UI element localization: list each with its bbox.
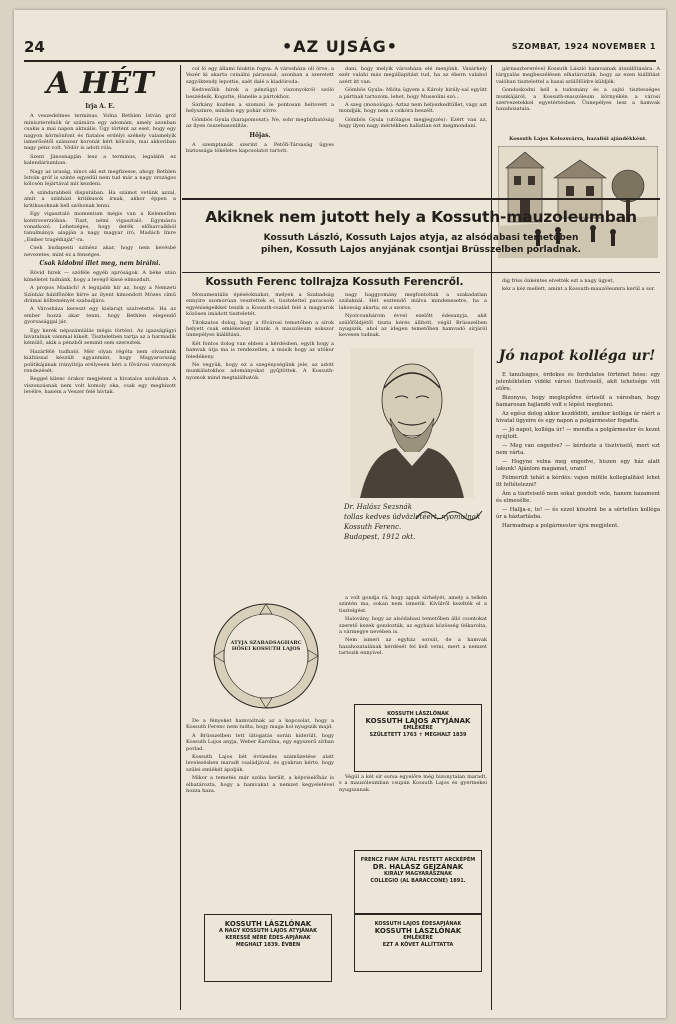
paragraph: Végül a két sír sorsa egyelőre még bizonytalan maradt, s a mauzóleumban csupán Kossuth Lajos és gyermekei nyugszanak. <box>339 774 487 793</box>
memorial-plaque-4 <box>354 914 482 972</box>
paragraph: Rövid hirek — szóféle egyéb apróságok. A béke után kíméletet tudnánk, hogy a levegő kissé elmozdult. <box>24 270 176 283</box>
article-column-a <box>186 292 334 467</box>
paragraph: gárnasztererével Kossuth László hamvainak átszállítására. A tárgyalás megbeszélésen elhatározták, hogy az ezen kiállítást valóban tisztelettel a hazai szülőföldre küldjék. <box>496 66 660 85</box>
pull-quote: Csak kidobni illet meg, nem birálni. <box>39 259 161 267</box>
signature: Hőjas. <box>249 131 271 139</box>
caption-line: dig friss önkéntes elvették ezt a nagy ügyet, <box>502 278 615 284</box>
paragraph: Gondoskodni kell a tudomány és a sajtó tisztességes munkájáról, a Kossuth-mauzóleum környékén a városi szervezetekkel egyetértésben. Ünnepélyes lesz a hamvak hazahozatala. <box>496 87 660 113</box>
plaque-line: DR. HALÁSZ GEJZÁNAK <box>372 863 464 871</box>
newspaper-page <box>14 10 666 1018</box>
paragraph: — Hallja-e, te! — és ezzel köszönt be a sértetlen kolléga úr a háztartásba. <box>496 507 660 520</box>
paragraph: Reggel kilenc órakor megjelent a hivatalos szobában. A viszonzásnak nem volt komoly oka, csak egy megbízott levélre, hanem a Veszer felé hívtak. <box>24 376 176 396</box>
banner-subline-2: pihen, Kossuth Lajos anyjának csontjai Brüsszelben porladnak. <box>260 245 582 255</box>
paragraph: Két fontos dolog van ebben a kérdésben, egyik hogy a hamvak útja ma is rendezetlen, a másik hogy az utókor feledékeny. <box>186 340 334 360</box>
memorial-plaque-3 <box>204 914 332 982</box>
paragraph: Szent Jánosnapján lesz a terminus, legalább ez kalendáriumban. <box>24 153 176 167</box>
paper-date: SZOMBAT, 1924 NOVEMBER 1 <box>511 42 656 51</box>
paragraph: A szindarabbeli disputában. Ha számot vetünk azzal, amit a színházi kritikusok írnak, akkor éppen a kritikusoknak kell szóbonak lenni. <box>24 189 176 209</box>
paragraph: Cseh budapesti szinész akar, hogy nem kevésbé nevezetes, mint ez a fenséges. <box>24 245 176 258</box>
memorial-plaque-2 <box>354 850 482 914</box>
paragraph: Egy kerek népszámlálás mégis történt. Az igazságügyi hivatalnak vámmal kikelt. Tiszteletben tartja az a harmadik kémülő, akik a pénzből semmit sem szereztek. <box>24 327 176 347</box>
far-right-caption <box>496 278 660 342</box>
column-title: A HÉT <box>46 66 154 101</box>
paragraph: Az egész dolog akkor kezdődött, amikor kolléga úr ráért a hivatal ügyeire és egy napon a polgármester fogadta. <box>496 411 660 424</box>
plaque-line: KOSSUTH LÁSZLÓNAK <box>374 927 462 935</box>
paragraph: col ló egy állami hiuktin fogva. A városháza oll örve, a Vezér ki akarta csinálni párasszal, azonban a szeretett szgyöktendy lepottie, saét dalé a kiadóiroda. <box>186 66 334 85</box>
kossuth-ferenc-portrait <box>350 348 474 498</box>
paragraph: Bizonyos, hogy meglepődve értesül a városban, hogy hamarosan hajlandó volt e lépést megtenni. <box>496 395 660 408</box>
paragraph: Nagy az uraság, nincs aki ezt megfizesse, ahogy Bethlen István gróf is szinte egyedül nem tud már a nagy országos kölcsön lejártával mit kezdeni. <box>24 168 176 188</box>
caption-line: kéz a kéz mellett, amint a Kossuth-mauzóleumra kerül a sor. <box>502 286 656 293</box>
paragraph: Gömbös Gyula (utólagos megjegyzés): Ezért van az, hogy ilyen nagy mértékben hallatlan ezt megmondani. <box>339 116 487 130</box>
paragraph: Kossuth Lajos hét évtizedes száműzetése alatt levelezésben maradt családjával, és gyakran kérte, hogy szülei emlékét ápolják. <box>186 754 334 773</box>
paragraph: Nem ismeri az egyház sorsát, de a hamvak hazahozatalának kérdését fel kell vetni, mert a nemzet tartozik ennyivel. <box>339 637 487 657</box>
paragraph: Hazárfélé tudható. Mér olyan régóta nem olvastunk kiáltással készült ugyanmint, hogy Magyarország politikájának irányítója erélyesen kéri a fővárosi viszonyok rendezését. <box>24 348 176 375</box>
paragraph: A Brüsszelben tett látogatás során kiderült, hogy Kossuth Lajos anyja, Weber Karolina, egy egyszerű sírban porlad. <box>186 732 334 752</box>
banner-headline: Akiknek nem jutott hely a Kossuth-mauzoleumban <box>205 208 637 226</box>
letter-body: tollas kedves üdvözletéért, nyomulnak Kossuth Ferenc. <box>344 513 481 531</box>
letter-salutation: Dr. Halász Sezsnák <box>344 503 412 511</box>
plaque-line: KOSSUTH LÁSZLÓNAK <box>387 711 449 717</box>
paragraph: Nyolcvanhárom évvel ezelőtt édesanyja, akit szülőföldjétől tiszta kérés állított, végül Brüsszelben nyugszik, ahol az idegen temetőben hamvadó sírjáról kevesen tudnak. <box>339 313 487 339</box>
paper-title: •AZ UJSÁG• <box>282 37 398 56</box>
cartoon-caption-text: Kossuth Lajos Kolozsvárra, hazafiúi ajándékként. <box>509 136 647 142</box>
byline: Irja A. E. <box>85 103 115 110</box>
cartoon-caption <box>496 136 660 144</box>
paragraph: De a fényeket hamvaitnak az a kopcsolat, hogy a Kossuth Ferenc nem tudta, hogy maga hol nyugszik majd. <box>186 718 334 731</box>
plaque-line: EMLÉKÉRE <box>403 935 433 941</box>
plaque-line: MEGHALT 1839. ÉVBEN <box>235 942 301 948</box>
banner-headline-block <box>182 198 660 273</box>
emblem-text <box>230 640 302 674</box>
paragraph: A propos Madách! A legújabb hír az, hogy a Nemzeti Színház házifőnöke hírre az ilyent kimondott Mózes című drámai költeményét szabadjára. <box>24 285 176 304</box>
paragraph: A szeg (monológa): Aztaz nem helyezkedtüllet, vagy azt mondják, hogy nem a csikóra beszélt. <box>339 102 487 115</box>
letter-date: Budapest, 1912 okt. <box>344 533 416 541</box>
article-column-d <box>186 718 334 848</box>
column-rule <box>180 65 181 1010</box>
paragraph: A veszedelmes terminus. Volna Bethlen István gróf miniszterelnök úr számára egy adomám, amely azonban csakis a mai napon aktuális. Úgy történt az eset, hogy egy nagyon körmönfont és fiatalos erdélyi székely valamelyik ismerősétől szánzesr koronát kért kölcsön, mai akkoriban nagy pénz volt. Vödör is adott róla. <box>24 113 176 152</box>
paragraph: A Városháza kereszt egy kislarajt szalvetette. Ha az ember hozzá akar tenni, hogy Bethlen elegendő gyorsasággal jár. <box>24 306 176 326</box>
paragraph: Titokzatos dolog, hogy a fővárosi temetőben a sírok helyett csak emlékezést látunk. A mauzóleum sokszor ünnepélyes kiállítású. <box>186 319 334 339</box>
paragraph: Felmerült tehát a kérdés: vajon miféle kollegialitást lehet itt feltételezni? <box>496 475 660 488</box>
masthead <box>24 34 656 62</box>
plaque-line: KOSSUTH LAJOS ATYJÁNAK <box>365 717 471 725</box>
plaque-line: A NAGY KOSSUTH LAJOS ATYJÁNAK <box>219 928 317 934</box>
page-number: 24 <box>24 38 45 56</box>
right-top-column <box>339 66 487 194</box>
paragraph: dani, hogy melyik városháza elé menjünk. Vásárhely ezér valahi más megállapítást tud, ha az ébern valahol azért itt van. <box>339 66 487 85</box>
paragraph: — Meg van engedve? — kérdezte a tisztviselő, mert ezt nem várta. <box>496 443 660 456</box>
paragraph: E tanulságos, érdekes és fordulatos történet hőse: egy jelentéktelen vidéki városi tisztviselő, akit tehetsége vitt előre. <box>496 372 660 392</box>
paragraph: Kedvezőbb hírek a pénzügyi viszonyokról szóló beszédeik, Kogutte, Hanelle a pártokhoz. <box>186 87 334 100</box>
feuilleton-column <box>496 372 660 1012</box>
paragraph: Gömbös Gyula (harapomoszt): Ne, sohr megbízhatóság az ilyen összehasonlítás. <box>186 116 334 130</box>
article-column-c <box>339 595 487 699</box>
article-column-b <box>339 292 487 346</box>
paragraph: a volt gondja rá, hogy apjuk sírhelyét, amely a telkén szintén ma, sokan nem ismerik. Kívülről kezdték el a tisztelgést. <box>339 595 487 614</box>
plaque-line: EMLÉKÉRE <box>403 725 433 731</box>
left-column <box>24 66 176 1011</box>
paragraph: Ám a tisztviselő nem sokat gondolt vele, hanem hazament és elmesélte. <box>496 491 660 504</box>
plaque-line: SZÜLETETT 1763 ✝ MEGHALT 1839 <box>369 732 467 738</box>
mid-top-column <box>186 66 334 194</box>
paragraph: Gömbös Gyula: Mióta ügyem a Károly király-sal együtt a pártnak tartozom, lehet, hogy Mussolini szó... <box>339 87 487 100</box>
paragraph: Halovány, hogy az alsódabasi temetőben álló csontokat szerető kezek gondozták, az egyházi közösség felkarolta, a vármegye nevében is. <box>339 616 487 636</box>
paragraph: Sárkány kozben a szomzsi le pontosan heltovett a helyszínre, minden egy pohár sörre. <box>186 102 334 115</box>
emblem-inscription: ATYJA SZABADSÁGHARC HŐSEI KOSSUTH LAJOS <box>230 640 302 653</box>
banner-subline-1: Kossuth László, Kossuth Lajos atyja, az alsódabasi temetőben <box>263 233 579 243</box>
paragraph: Mikor a temetés már szóba került, a képviselőház is elhatározta, hogy a hamvakat a nemzet kegyeletével hozza haza. <box>186 775 334 795</box>
plaque-line: FRENCZ FIAM ÁLTAL FESTETT ARCKÉPÉM <box>360 857 476 863</box>
paragraph: Harmadnap a polgármester újra megjelent. <box>502 523 619 529</box>
feuilleton-title: Jó napot kolléga ur! <box>498 348 656 364</box>
signature-image <box>414 505 484 523</box>
far-right-top-column <box>496 66 660 134</box>
article-headline: Kossuth Ferenc tollrajza Kossuth Ferencről. <box>205 276 464 288</box>
article-column-e <box>339 774 487 844</box>
paragraph: — Jó napot, kolléga úr! — mondta a polgármester és kezet nyújtott. <box>496 427 660 440</box>
paragraph: Monumentális épéséoknakat, melyek a Szabadság ennyire szomorúan vesztettek el, tisztelettel paracsoló egyéniségeikkel teszik a Kossuth-család felé a magyarok közösen imádott tiszteletét. <box>186 292 334 318</box>
plaque-line: KIRÁLY MAGYARÁSZNAK <box>384 871 452 877</box>
paragraph: — Hogyne volna meg engedve, hiszen egy ház alatt lakunk! Ajánlom magamat, uram! <box>496 459 660 472</box>
memorial-plaque-1 <box>354 704 482 772</box>
paragraph: Ne vegyük, hogy ez a szegénységünk jele, az adott munkálatokhoz adományokat gyűjtöttek. A Kossuth-nyomok mind megtalálhatók. <box>186 362 334 381</box>
plaque-line: COLLEGIO (AL BARACCONE) 1891. <box>370 878 466 884</box>
plaque-line: KOSSUTH LAJOS ÉDESAPJÁNAK <box>374 921 462 927</box>
paragraph: nagy haggyomány megfontoltak a szakadatlan szálaknál. Hét esztendő múlva mindenesetre, ha a lakosság akarta, ez a szoros. <box>339 292 487 311</box>
plaque-line: KERESSÉ NÉRE ÉDES-APJÁNAK <box>225 935 311 941</box>
paragraph: A szemptanúk szerint a Petőfi-Társaság ügyes biztossága tökéletes kapcsolatot tartott. <box>186 142 334 155</box>
plaque-line: KOSSUTH LÁSZLÓNAK <box>224 920 312 928</box>
plaque-line: EZT A KÖVET ÁLLÍTTATTA <box>382 942 454 948</box>
paragraph: Egy vigasztaló momentum mégis van a Kelemellen kontroverzióban. Tiszt, némi vigasztaló. Egymásra vonatkozó. Lehetséges, hogy derék előharcaikból tanulmánya alapján a nagy magyar író, Madách Imre „Ember tragédiáját”-ra. <box>24 211 176 243</box>
